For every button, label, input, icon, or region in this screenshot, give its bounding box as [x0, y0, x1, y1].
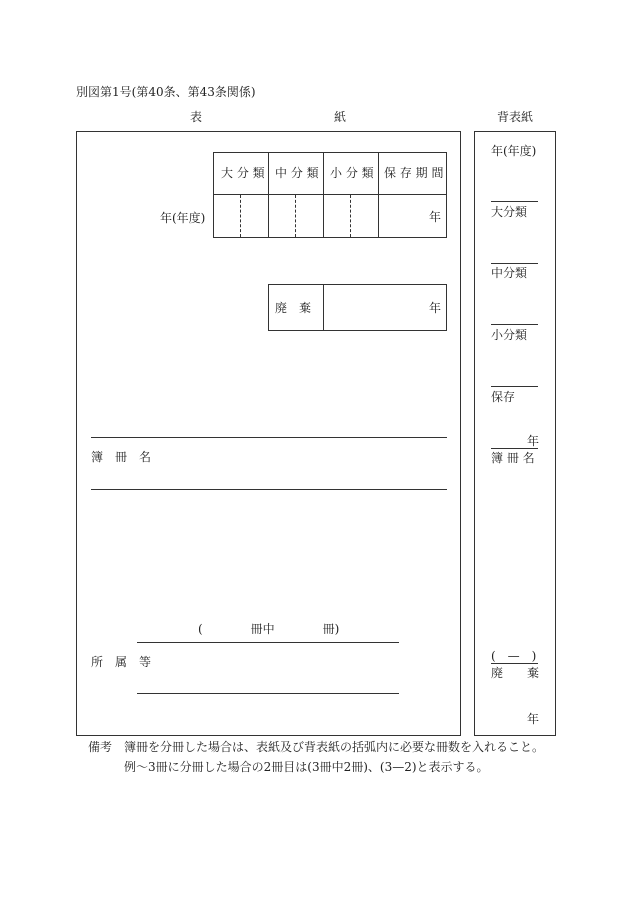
affiliation-label: 所 属 等 [91, 655, 152, 669]
table-col-divider [268, 152, 269, 238]
table-col-divider [378, 152, 379, 238]
spine-major-label: 大分類 [491, 205, 528, 219]
spine-frame [474, 131, 556, 736]
book-name-bottom-line [91, 489, 447, 490]
affiliation-line [137, 693, 399, 694]
form-title: 別図第1号(第40条、第43条関係) [76, 85, 256, 99]
spine-disposal-unit: 年 [527, 712, 540, 726]
notes-line-2: 例～3冊に分冊した場合の2冊目は(3冊中2冊)、(3—2)と表示する。 [124, 760, 489, 774]
table-dashed-divider [295, 195, 296, 237]
spine-minor-label: 小分類 [491, 328, 528, 342]
table-col-divider [323, 152, 324, 238]
table-dashed-divider [350, 195, 351, 237]
spine-retention-label: 保存 [491, 390, 516, 404]
notes-line-1: 簿冊を分冊した場合は、表紙及び背表紙の括弧内に必要な冊数を入れること。 [124, 740, 545, 754]
spine-label: 背表紙 [497, 110, 534, 124]
disposal-label: 廃 棄 [275, 301, 312, 315]
volume-line [137, 642, 399, 643]
disposal-divider [323, 284, 324, 331]
spine-minor-line [491, 324, 538, 325]
book-name-top-line [91, 437, 447, 438]
spine-major-line [491, 201, 538, 202]
notes-label: 備考 [88, 740, 113, 754]
header-major-class: 大 分 類 [221, 166, 265, 180]
header-minor-class: 小 分 類 [330, 166, 374, 180]
spine-retention-unit: 年 [527, 434, 540, 448]
header-middle-class: 中 分 類 [275, 166, 319, 180]
cover-label-front: 表 [190, 110, 203, 124]
spine-middle-line [491, 263, 538, 264]
book-name-label: 簿 冊 名 [91, 450, 152, 464]
disposal-year-unit: 年 [429, 301, 442, 315]
spine-volume-line [491, 663, 538, 664]
retention-year-unit: 年 [429, 210, 442, 224]
volume-count: ( 冊中 冊) [198, 622, 340, 636]
table-header-divider [213, 194, 447, 195]
cover-label-paper: 紙 [334, 110, 347, 124]
classification-table [213, 152, 447, 238]
spine-book-name-label: 簿 冊 名 [491, 451, 535, 465]
spine-book-line [491, 448, 538, 449]
spine-volume-mark: ( — ) [491, 649, 537, 663]
header-retention-period: 保 存 期 間 [384, 166, 444, 180]
spine-retention-line [491, 386, 538, 387]
table-dashed-divider [240, 195, 241, 237]
spine-disposal-label: 廃 棄 [491, 666, 540, 680]
cover-year-label: 年(年度) [160, 211, 206, 225]
spine-year-label: 年(年度) [491, 144, 537, 158]
spine-middle-label: 中分類 [491, 266, 528, 280]
